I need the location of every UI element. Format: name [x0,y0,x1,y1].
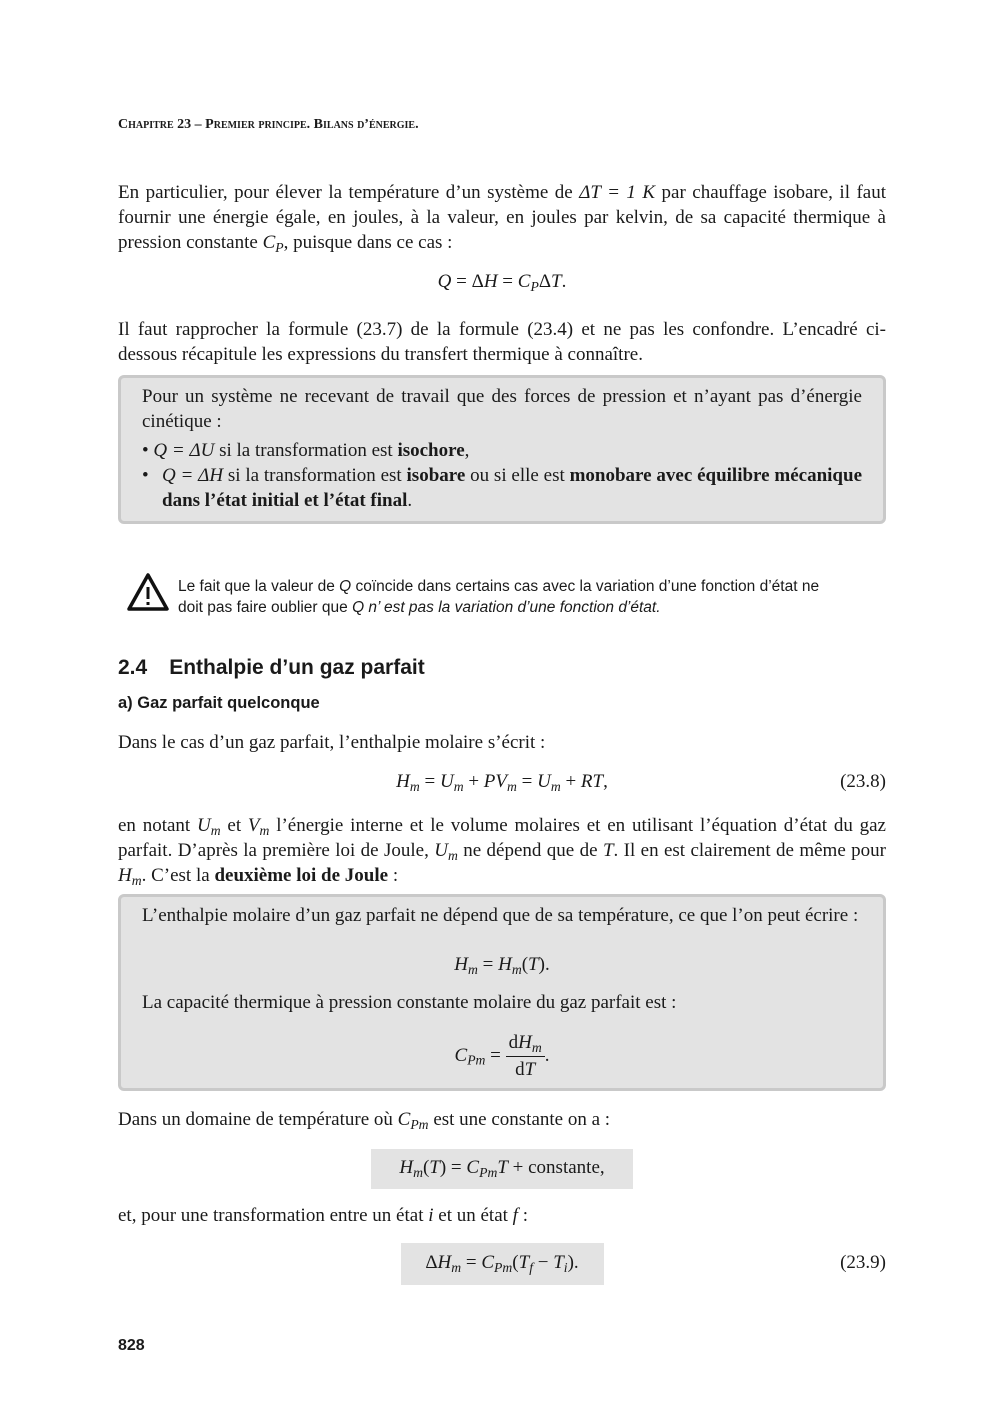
page-number: 828 [118,1337,145,1354]
paragraph-4: en notant $U_m$ et $V_m$ l’énergie interne et le volume molaires et en utilisant l’équation d’état du gaz parfait. D’après la première loi de Joule, $U_m$ ne dépend que de T. Il en est clairement de même pour $H_m$. C’est la deuxième loi de Joule : [118,815,886,888]
paragraph-3: Dans le cas d’un gaz parfait, l’enthalpie molaire s’écrit : [118,732,546,753]
box2-line-1: L’enthalpie molaire d’un gaz parfait ne dépend que de sa température, ce que l’on peut écrire : [142,905,859,926]
chapter-title: Premier principe. Bilans d’énergie. [205,117,419,132]
box1-intro: Pour un système ne recevant de travail que des forces de pression et n’ayant pas d’énergie cinétique : [142,386,862,432]
section-title: Enthalpie d’un gaz parfait [169,656,425,679]
paragraph-2: Il faut rapprocher la formule (23.7) de la formule (23.4) et ne pas les confondre. L’encadré ci-dessous récapitule les expressions du transfert thermique à connaître. [118,319,886,365]
delta-t: ΔT = 1 K [579,182,656,203]
warning-text: Le fait que la valeur de Q coïncide dans certains cas avec la variation d’une fonction d’état ne doit pas faire oublier que Q n’ est pas la variation d’une fonction d’état. [178,578,820,616]
section-heading [118,656,425,680]
equation-delta-hm: $\Delta H_m = C_{Pm}(T_f - T_i)$. [425,1252,579,1275]
equation-q-dh: $Q = \Delta H = C_P\Delta T$. [437,271,567,294]
paragraph-5: Dans un domaine de température où $C_{Pm}$ est une constante on a : [118,1109,611,1132]
equation-hm-t: $H_m = H_m(T)$. [454,954,550,977]
subsection-heading: a) Gaz parfait quelconque [118,694,320,712]
running-header [118,117,419,133]
equation-hm-const: $H_m(T) = C_{Pm}T$ + constante, [399,1157,605,1180]
equation-hm: $H_m = U_m + PV_m = U_m$ + RT, [396,771,608,794]
box2-line-2: La capacité thermique à pression constante molaire du gaz parfait est : [142,992,677,1013]
box1-bullet-1: • Q = ΔU si la transformation est isochore, [142,440,470,461]
equation-cpm: $C_{Pm}$ = $\frac{dH_m}{dT}$ . [454,1032,550,1080]
paragraph-6: et, pour une transformation entre un état i et un état f : [118,1205,528,1226]
warning-icon [126,572,170,612]
paragraph-1: En particulier, pour élever la température d’un système de ΔT = 1 K par chauffage isobare, il faut fournir une énergie égale, en joules, à la valeur, en joules par kelvin, de sa capacité thermique à pression constante $C_P$, puisque dans ce cas : [118,182,886,255]
equation-number-23-9: (23.9) [840,1252,886,1273]
box1-bullet-2: Q = ΔH si la transformation est isobare ou si elle est monobare avec équilibre mécanique dans l’état initial et l’état final. [162,465,863,511]
chapter-prefix: Chapitre 23 – [118,117,206,132]
equation-number-23-8: (23.8) [840,771,886,792]
box1-bullet-2-marker: • [142,465,149,486]
section-number: 2.4 [118,656,148,679]
